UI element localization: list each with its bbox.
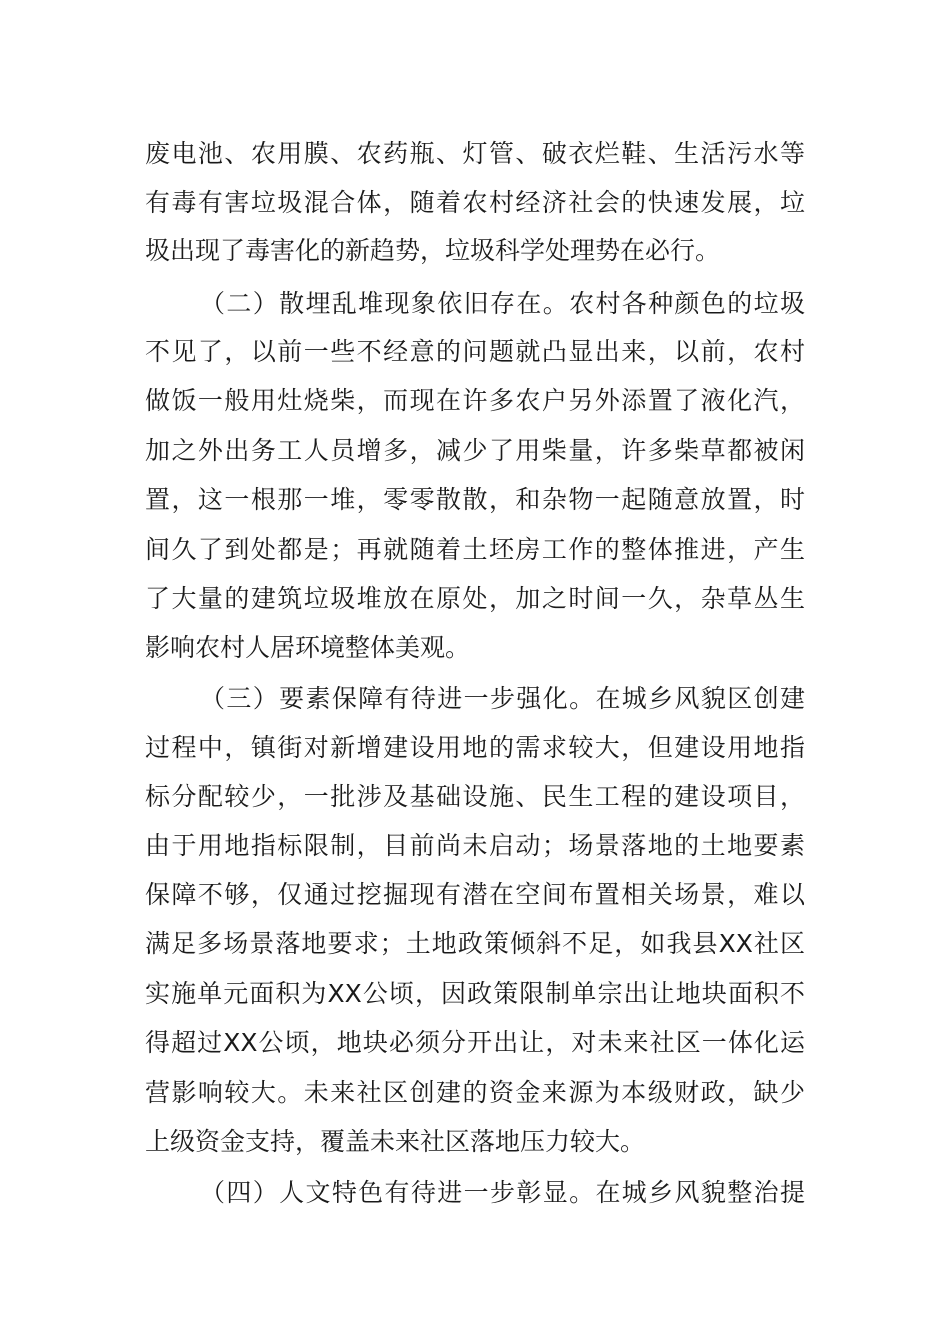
paragraph-2-line-5: 置，这一根那一堆，零零散散，和杂物一起随意放置，时 — [145, 485, 805, 514]
paragraph-1-line-1: 废电池、农用膜、农药瓶、灯管、破衣烂鞋、生活污水等 — [145, 139, 805, 168]
paragraph-3-heading-line: （三）要素保障有待进一步强化。在城乡风貌区创建 — [200, 684, 805, 713]
paragraph-2-line-8: 影响农村人居环境整体美观。 — [145, 633, 471, 662]
paragraph-2-line-6: 间久了到处都是；再就随着土坯房工作的整体推进，产生 — [145, 535, 805, 564]
paragraph-3-line-10: 上级资金支持，覆盖未来社区落地压力较大。 — [145, 1127, 646, 1156]
paragraph-3-line-8: 得超过XX公顷，地块必须分开出让，对未来社区一体化运 — [145, 1028, 805, 1057]
paragraph-1-line-2: 有毒有害垃圾混合体，随着农村经济社会的快速发展，垃 — [145, 188, 805, 217]
paragraph-3-line-7: 实施单元面积为XX公顷，因政策限制单宗出让地块面积不 — [145, 979, 805, 1008]
paragraph-3-line-9: 营影响较大。未来社区创建的资金来源为本级财政，缺少 — [145, 1078, 805, 1107]
paragraph-3-line-3: 标分配较少，一批涉及基础设施、民生工程的建设项目， — [145, 782, 805, 811]
paragraph-2-heading-line: （二）散埋乱堆现象依旧存在。农村各种颜色的垃圾 — [200, 289, 805, 318]
paragraph-2-line-4: 加之外出务工人员增多，减少了用柴量，许多柴草都被闲 — [145, 436, 805, 465]
paragraph-3-line-4: 由于用地指标限制，目前尚未启动；场景落地的土地要素 — [145, 831, 805, 860]
paragraph-4-heading-line: （四）人文特色有待进一步彰显。在城乡风貌整治提 — [200, 1178, 805, 1207]
paragraph-3-line-6: 满足多场景落地要求；土地政策倾斜不足，如我县XX社区 — [145, 929, 805, 958]
paragraph-3-line-5: 保障不够，仅通过挖掘现有潜在空间布置相关场景，难以 — [145, 880, 805, 909]
paragraph-2-line-2: 不见了，以前一些不经意的问题就凸显出来，以前，农村 — [145, 337, 805, 366]
paragraph-3-line-2: 过程中，镇街对新增建设用地的需求较大，但建设用地指 — [145, 733, 805, 762]
paragraph-1-line-3: 圾出现了毒害化的新趋势，垃圾科学处理势在必行。 — [145, 236, 721, 265]
paragraph-2-line-3: 做饭一般用灶烧柴，而现在许多农户另外添置了液化汽， — [145, 386, 805, 415]
paragraph-2-line-7: 了大量的建筑垃圾堆放在原处，加之时间一久，杂草丛生 — [145, 584, 805, 613]
